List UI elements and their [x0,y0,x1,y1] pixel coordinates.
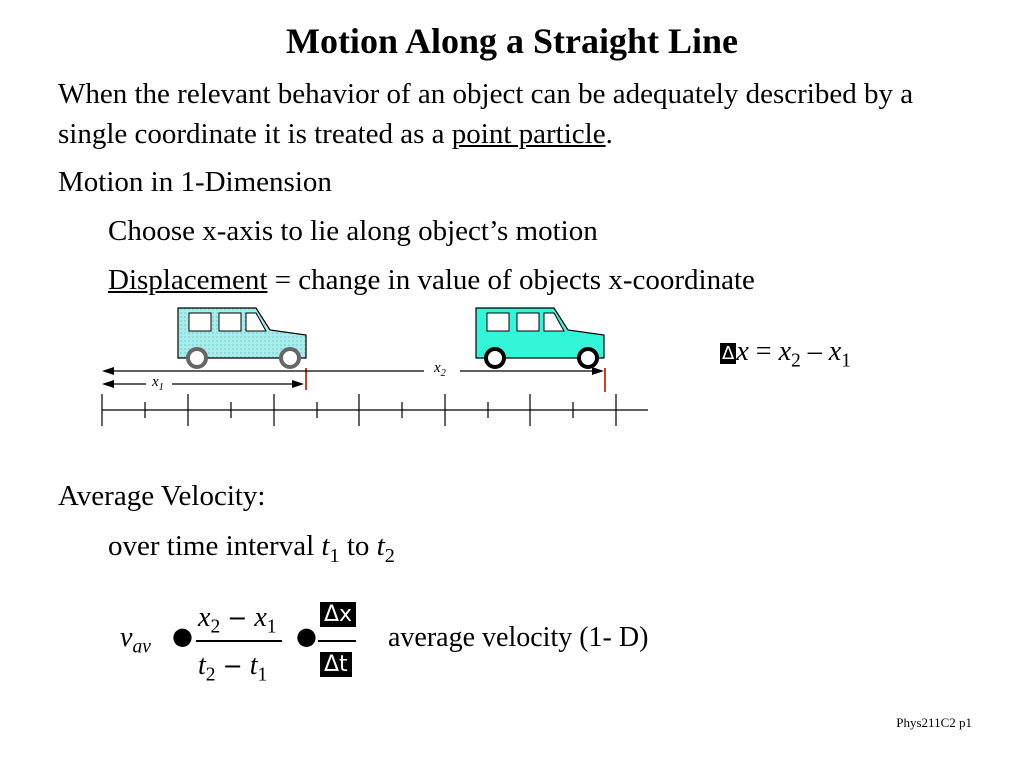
delta-icon: Δ [722,343,735,365]
footer-page-label: Phys211C2 p1 [896,715,972,730]
car-first [178,308,306,367]
vav-symbol: $v_{av}$ [120,622,151,658]
car-second [476,308,604,367]
intro-text: When the relevant behavior of an object can be adequately described by a single coordinate it is treated as a [58,78,914,150]
vav-label: average velocity (1- D) [388,622,649,653]
equals-glyph-1: ● [172,622,193,650]
axis-sentence: Choose x-axis to lie along object’s motion [108,215,598,247]
displacement-definition: = change in value of objects x-coordinate [267,264,755,296]
x-axis [102,394,648,426]
x2-label: $x_2$ [434,360,446,379]
equals-glyph-2: ● [296,622,317,650]
delta-x-icon: Δx [320,602,356,627]
interval-line: over time interval $t_1$ to $t_2$ [108,530,395,567]
vav-numerator: $x_2 - x_1$ [198,602,277,638]
intro-period: . [605,118,613,150]
fraction-bar-2 [318,640,356,642]
delta-t-icon: Δt [320,652,352,677]
delta-x-equation: $\Delta x = x_2 - x_1$ [722,336,852,372]
fraction-bar-1 [196,640,282,642]
displacement-term: Displacement [108,264,268,296]
vav-denominator: $t_2 - t_1$ [198,650,268,686]
velocity-heading: Average Velocity: [58,480,266,512]
point-particle-term: point particle [451,118,606,150]
x1-label: $x_1$ [152,374,164,393]
motion-heading: Motion in 1-Dimension [58,166,332,198]
page-title: Motion Along a Straight Line [285,21,739,61]
